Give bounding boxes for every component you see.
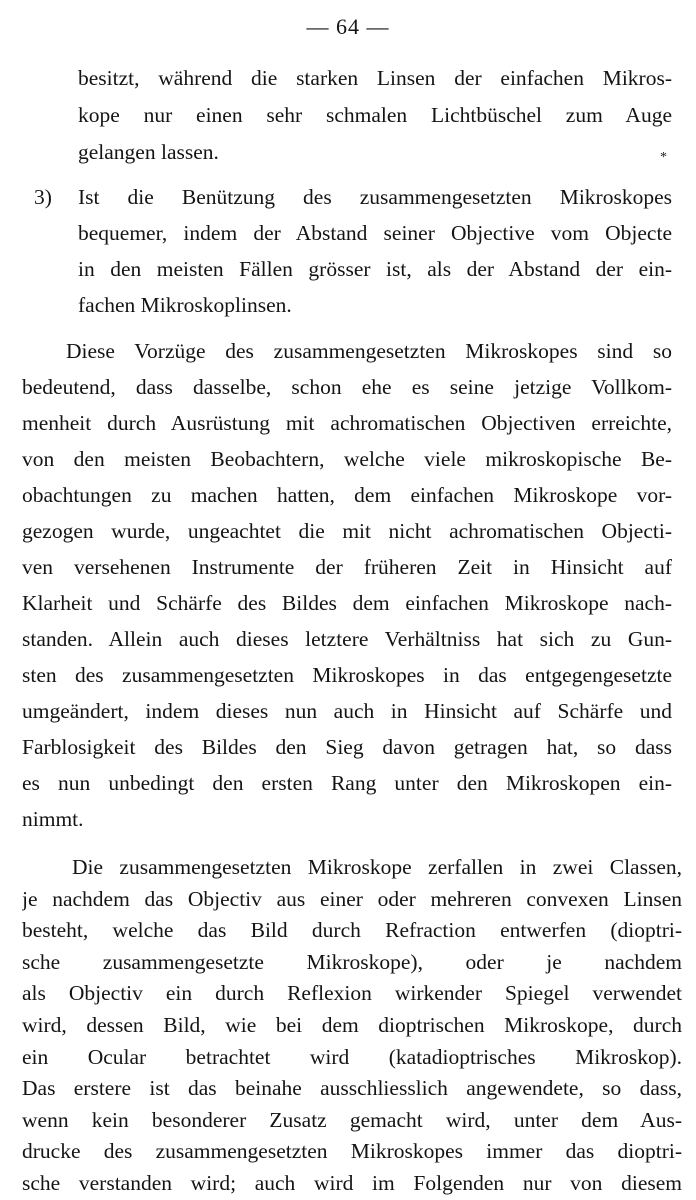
text-line: gezogen wurde, ungeachtet die mit nicht achromatischen Objecti- — [22, 519, 672, 543]
text-line: ein Ocular betrachtet wird (katadioptrisches Mikroskop). — [22, 1044, 682, 1069]
text-line: fachen Mikroskoplinsen. — [78, 293, 292, 317]
page-number: — 64 — — [306, 14, 390, 39]
text-line: Das erstere ist das beinahe ausschliesslich angewendete, so dass, — [22, 1076, 682, 1101]
text-line: je nachdem das Objectiv aus einer oder mehreren convexen Linsen — [22, 886, 682, 911]
text-line: wenn kein besonderer Zusatz gemacht wird, unter dem Aus- — [22, 1107, 682, 1132]
text-line: sche verstanden wird; auch wird im Folgenden nur von diesem — [22, 1171, 682, 1195]
text-line: nimmt. — [22, 807, 84, 831]
text-line: sche zusammengesetzte Mikroskope), oder je nachdem — [22, 949, 682, 974]
text-line: ven versehenen Instrumente der früheren Zeit in Hinsicht auf — [22, 555, 672, 579]
text-line: gelangen lassen. — [78, 140, 219, 164]
margin-mark: * — [660, 150, 667, 165]
text-line: Ist die Benützung des zusammengesetzten Mikroskopes — [78, 185, 672, 209]
text-line: obachtungen zu machen hatten, dem einfachen Mikroskope vor- — [22, 483, 672, 507]
text-line: es nun unbedingt den ersten Rang unter den Mikroskopen ein- — [22, 771, 672, 795]
text-line: bedeutend, dass dasselbe, schon ehe es seine jetzige Vollkom- — [22, 375, 672, 399]
text-line: Diese Vorzüge des zusammengesetzten Mikroskopes sind so — [66, 339, 672, 363]
text-line: bequemer, indem der Abstand seiner Objective vom Objecte — [78, 221, 672, 245]
text-line: menheit durch Ausrüstung mit achromatischen Objectiven erreichte, — [22, 411, 672, 435]
text-line: kope nur einen sehr schmalen Lichtbüschel zum Auge — [78, 103, 672, 127]
text-line: wird, dessen Bild, wie bei dem dioptrischen Mikroskope, durch — [22, 1013, 682, 1037]
text-line: in den meisten Fällen grösser ist, als der Abstand der ein- — [78, 257, 672, 281]
text-line: von den meisten Beobachtern, welche viele mikroskopische Be- — [22, 447, 672, 471]
text-line: besitzt, während die starken Linsen der einfachen Mikros- — [78, 66, 672, 90]
text-line: umgeändert, indem dieses nun auch in Hinsicht auf Schärfe und — [22, 699, 672, 723]
text-line: drucke des zusammengesetzten Mikroskopes immer das dioptri- — [22, 1139, 682, 1164]
text-line: standen. Allein auch dieses letztere Verhältniss hat sich zu Gun- — [22, 627, 672, 651]
text-line: Die zusammengesetzten Mikroskope zerfallen in zwei Classen, — [72, 855, 682, 879]
text-line: besteht, welche das Bild durch Refraction entwerfen (dioptri- — [22, 918, 682, 943]
text-line: Klarheit und Schärfe des Bildes dem einfachen Mikroskope nach- — [22, 591, 672, 615]
list-item-number: 3) — [34, 185, 52, 209]
text-line: sten des zusammengesetzten Mikroskopes in das entgegengesetzte — [22, 663, 672, 687]
text-line: als Objectiv ein durch Reflexion wirkender Spiegel verwendet — [22, 981, 682, 1006]
text-line: Farblosigkeit des Bildes den Sieg davon getragen hat, so dass — [22, 735, 672, 759]
